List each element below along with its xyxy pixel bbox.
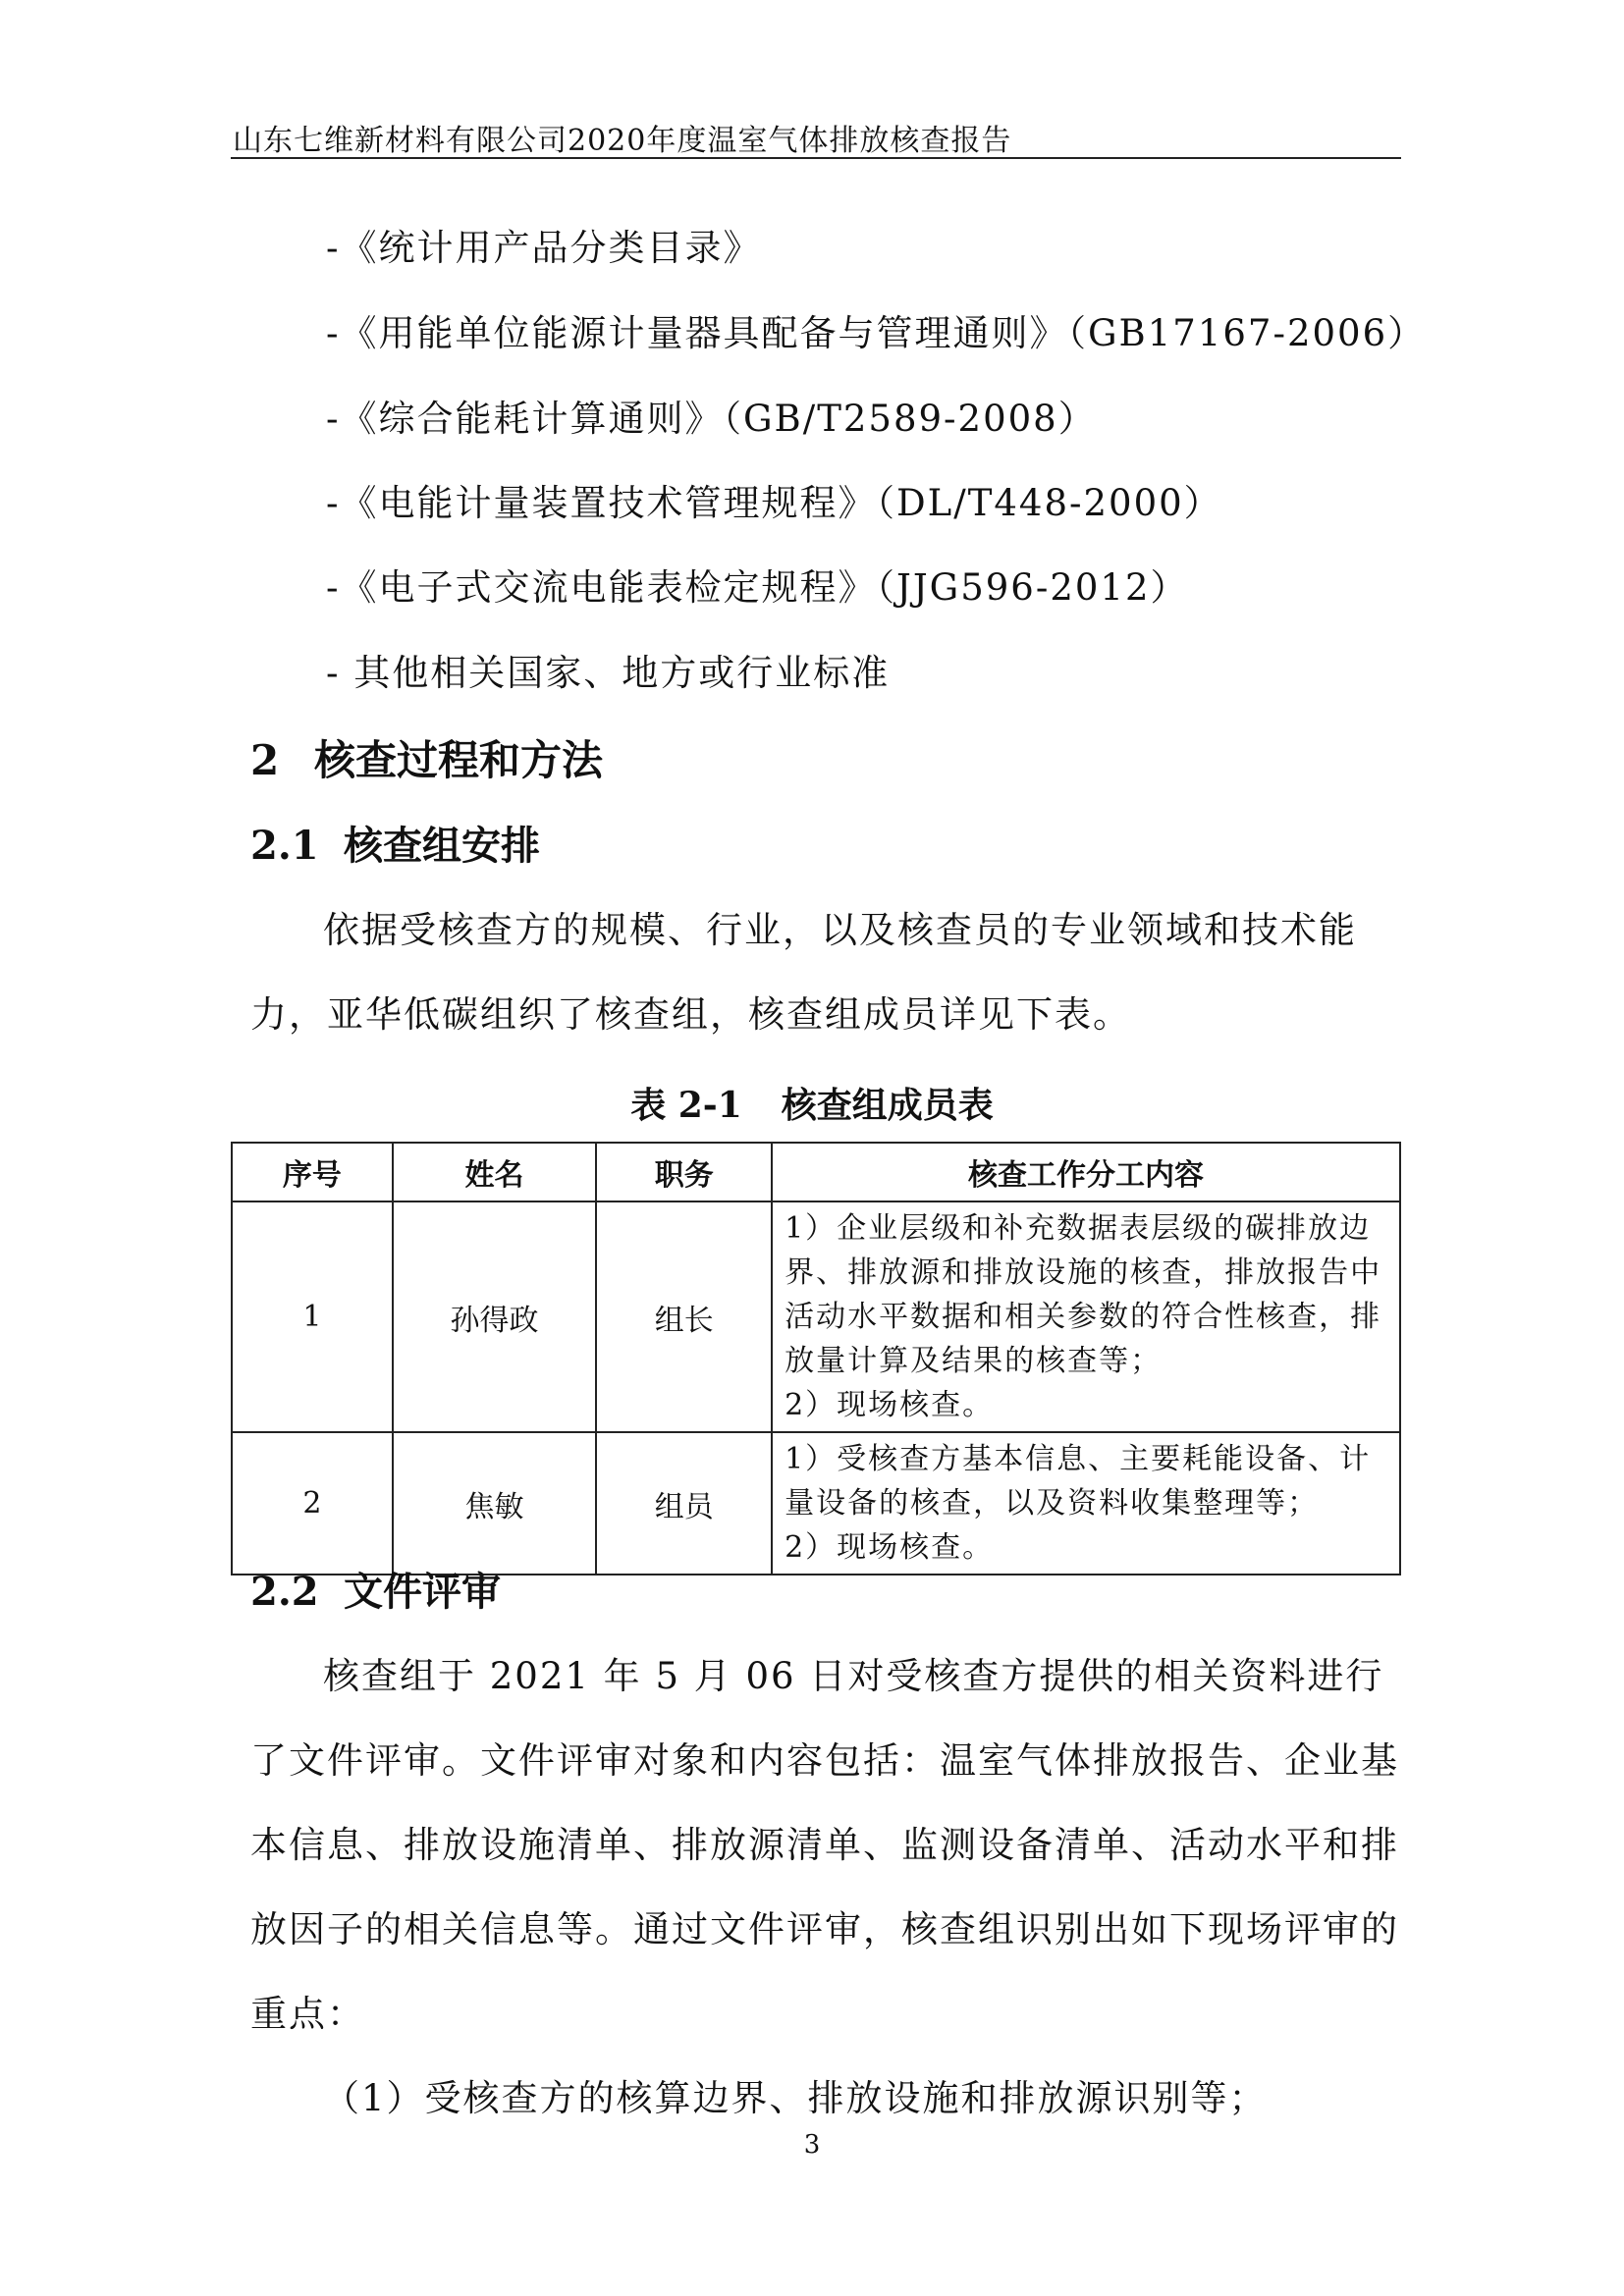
table-row — [232, 1432, 1400, 1575]
section-2-1-paragraph — [250, 888, 1399, 1057]
section-2-2-heading — [250, 1561, 501, 1617]
cell-role: 组长 — [596, 1201, 772, 1432]
cell-duties — [772, 1201, 1400, 1432]
reference-item: -《综合能耗计算通则》（GB/T2589-2008） — [326, 398, 1097, 440]
cell-no: 1 — [232, 1201, 393, 1432]
column-header: 姓名 — [393, 1143, 597, 1201]
review-focus-item: （1）受核查方的核算边界、排放设施和排放源识别等； — [323, 2077, 1268, 2119]
cell-name: 孙得政 — [393, 1201, 597, 1432]
table-number: 表 2-1 — [630, 1085, 742, 1126]
page-header: 山东七维新材料有限公司2020年度温室气体排放核查报告 — [233, 124, 1012, 158]
table-title: 核查组成员表 — [781, 1085, 994, 1126]
body-paragraph: 核查组于 2021 年 5 月 06 日对受核查方提供的相关资料进行了文件评审。文件评审对象和内容包括：温室气体排放报告、企业基本信息、排放设施清单、排放源清单、监测设备清单、活动水平和排放因子的相关信息等。通过文件评审，核查组识别出如下现场评审的重点： — [250, 1655, 1399, 2035]
section-title: 文件评审 — [344, 1569, 501, 1615]
reference-item: -《统计用产品分类目录》 — [326, 227, 762, 269]
section-number: 2.2 — [250, 1569, 319, 1615]
column-header: 核查工作分工内容 — [772, 1143, 1400, 1201]
table-header-row — [232, 1143, 1400, 1201]
duty-line: 1）企业层级和补充数据表层级的碳排放边界、排放源和排放设施的核查，排放报告中活动水平数据和相关参数的符合性核查，排放量计算及结果的核查等； — [785, 1211, 1382, 1378]
table-caption — [0, 1078, 1624, 1128]
reference-item: - 其他相关国家、地方或行业标准 — [326, 652, 891, 694]
column-header: 职务 — [596, 1143, 772, 1201]
column-header: 序号 — [232, 1143, 393, 1201]
table-row — [232, 1201, 1400, 1432]
section-number: 2 — [250, 736, 280, 784]
page-number: 3 — [803, 2130, 821, 2160]
section-number: 2.1 — [250, 823, 319, 869]
duty-line: 1）受核查方基本信息、主要耗能设备、计量设备的核查，以及资料收集整理等； — [785, 1442, 1372, 1521]
header-rule — [231, 157, 1401, 159]
section-title: 核查组安排 — [344, 823, 540, 869]
cell-no: 2 — [232, 1432, 393, 1575]
section-title: 核查过程和方法 — [314, 736, 604, 784]
team-members-table — [231, 1142, 1401, 1575]
cell-role: 组员 — [596, 1432, 772, 1575]
section-2-1-heading — [250, 815, 540, 871]
cell-name: 焦敏 — [393, 1432, 597, 1575]
cell-duties — [772, 1432, 1400, 1575]
reference-item: -《电子式交流电能表检定规程》（JJG596-2012） — [326, 566, 1189, 609]
body-paragraph: 依据受核查方的规模、行业，以及核查员的专业领域和技术能力，亚华低碳组织了核查组，核查组成员详见下表。 — [250, 909, 1357, 1036]
section-2-heading — [250, 728, 603, 787]
section-2-2-paragraph — [250, 1634, 1399, 2141]
reference-item: -《电能计量装置技术管理规程》（DL/T448-2000） — [326, 482, 1222, 524]
duty-line: 2）现场核查。 — [785, 1530, 995, 1565]
duty-line: 2）现场核查。 — [785, 1388, 995, 1422]
reference-item: -《用能单位能源计量器具配备与管理通则》（GB17167-2006） — [326, 312, 1427, 354]
